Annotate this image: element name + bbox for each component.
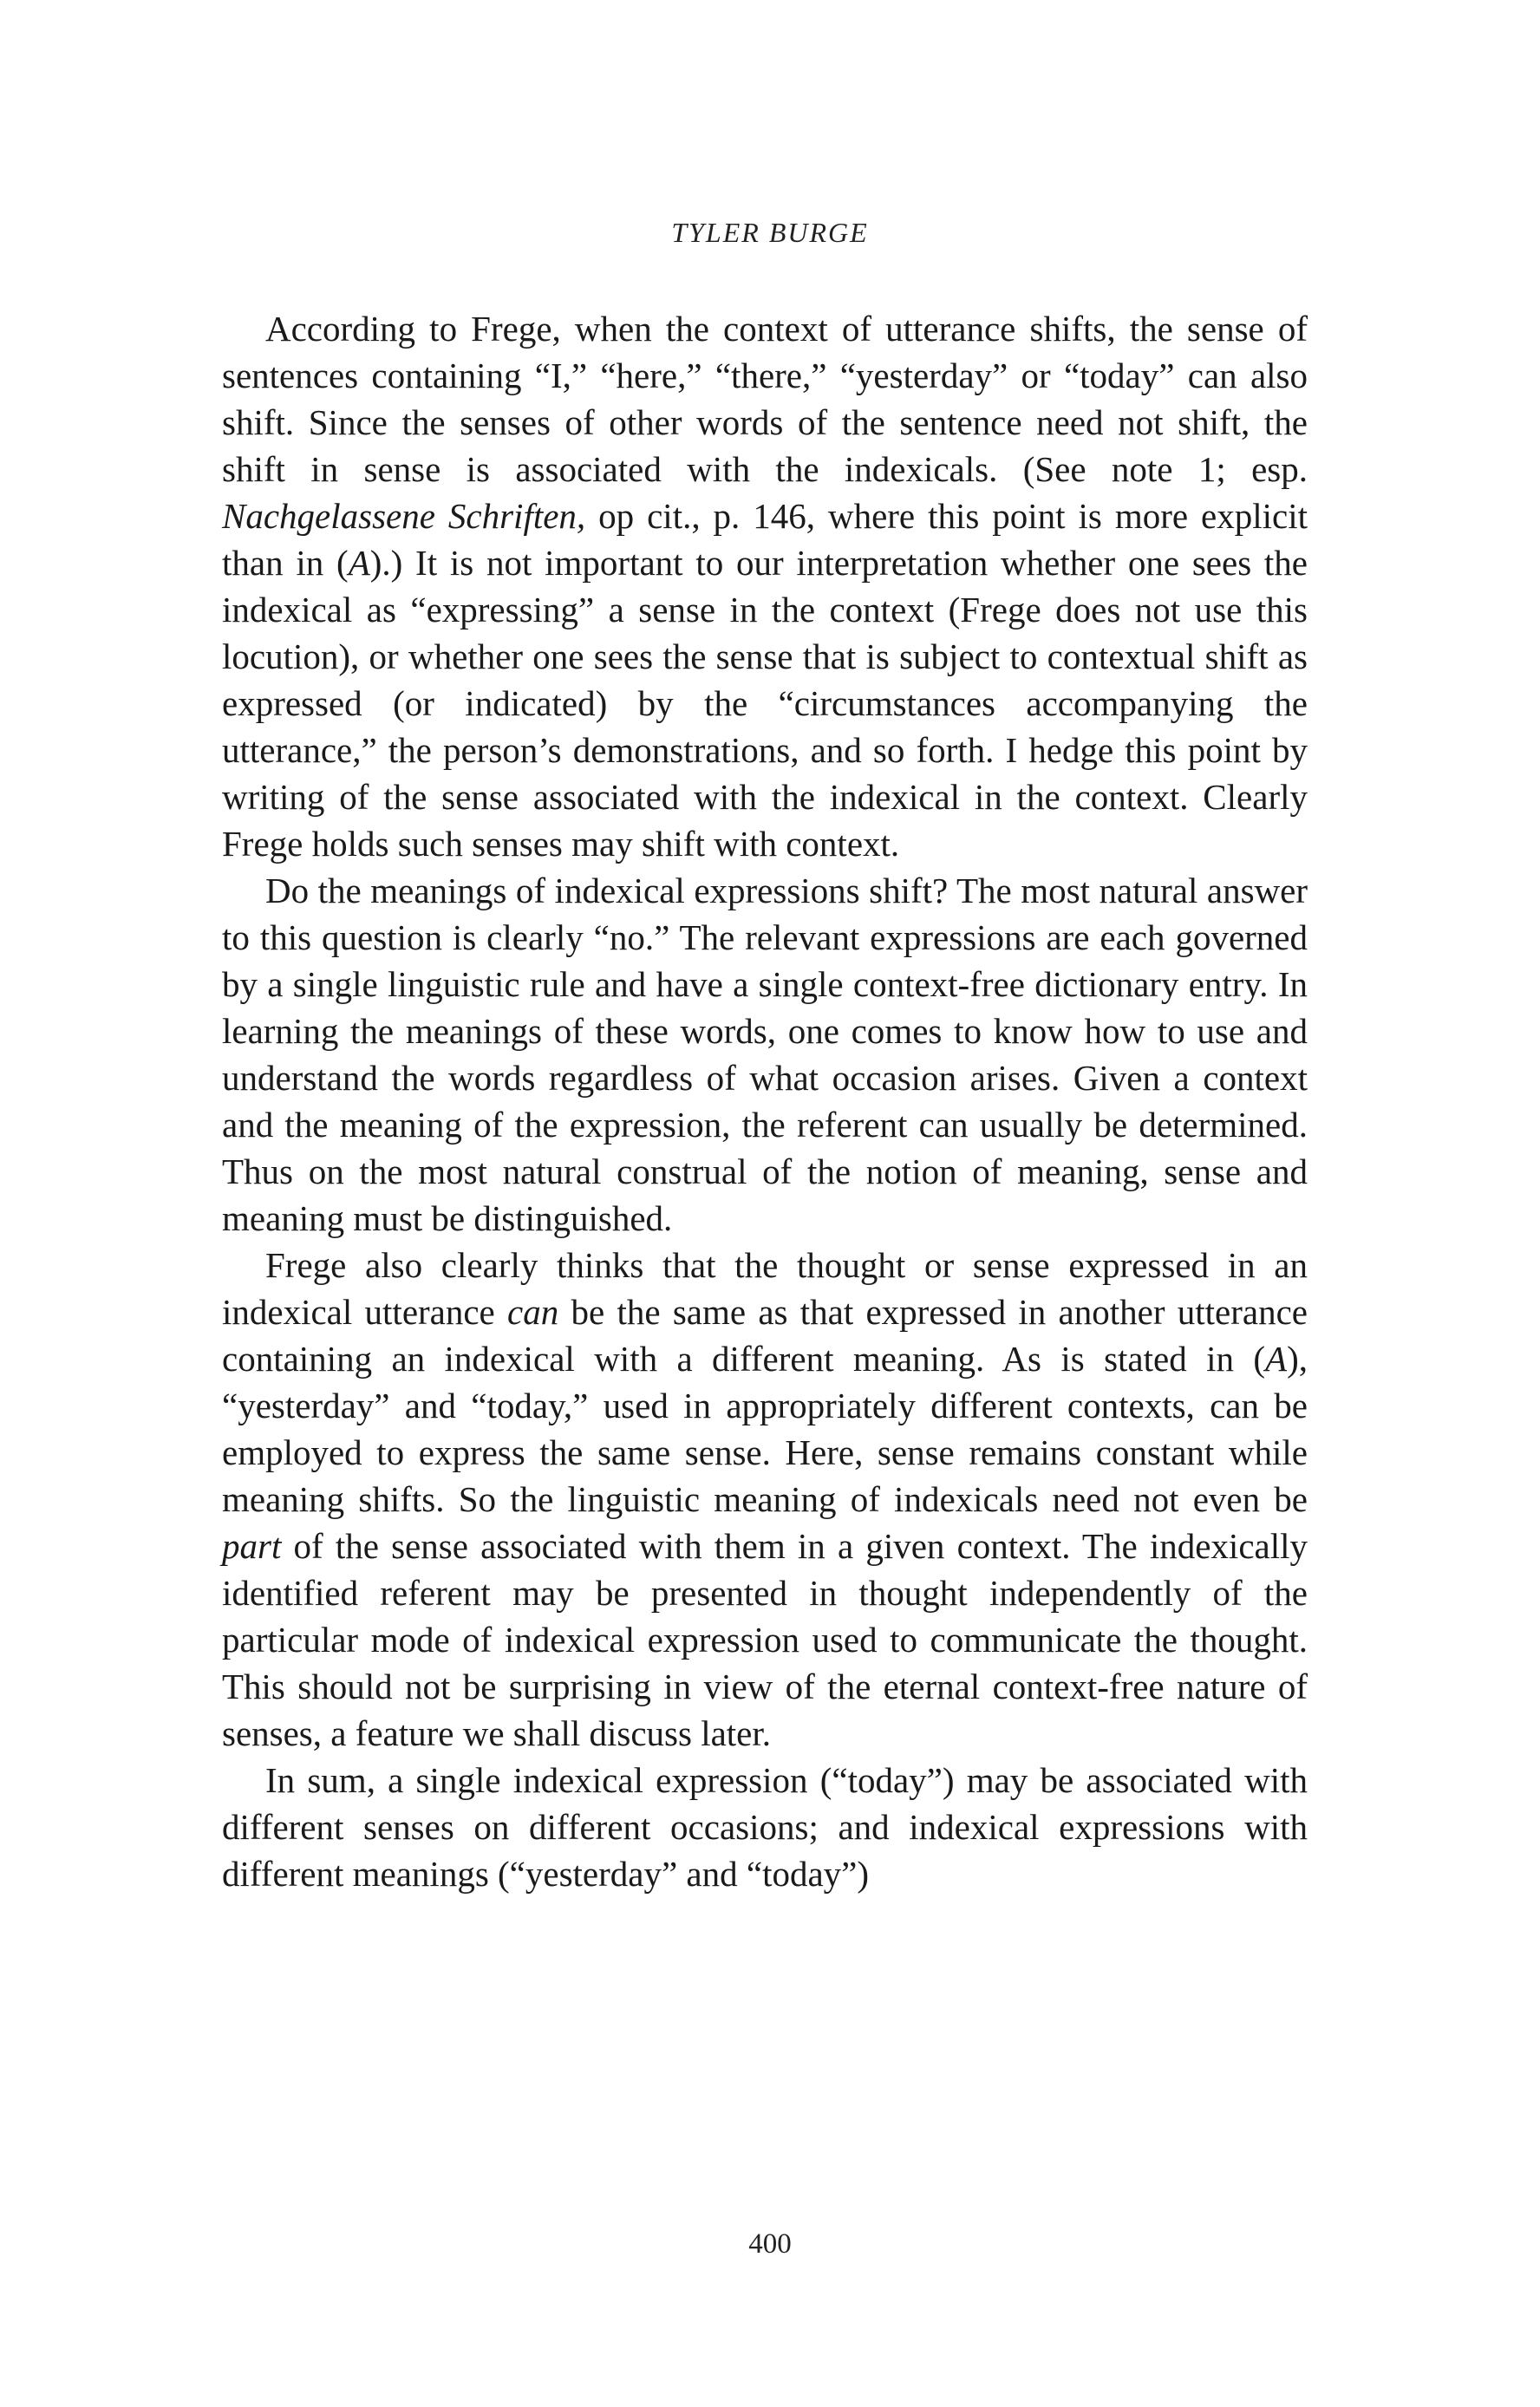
text-segment: Frege also clearly thinks that the thought or sense expressed in an indexical utterance: [222, 1245, 1308, 1332]
page-number: 400: [748, 2228, 792, 2260]
paragraph: [222, 1242, 1308, 1757]
text-segment: op cit., p. 146, where this point is more explicit than in (: [222, 496, 1308, 583]
body-text: [222, 305, 1308, 1897]
italic-emphasis: part: [222, 1526, 282, 1566]
text-segment: ), “yesterday” and “today,” used in appropriately different contexts, can be employed to express the same sense. Here, sense remains constant while meaning shifts. So the linguistic meaning of indexicals need not even be: [222, 1339, 1308, 1519]
italic-label: A: [1265, 1339, 1288, 1379]
text-segment: of the sense associated with them in a given context. The indexically identified referent may be presented in thought independently of the particular mode of indexical expression used to communicate the thought. This should not be surprising in view of the eternal context-free nature of senses, a feature we shall discuss later.: [222, 1526, 1308, 1753]
text-segment: Do the meanings of indexical expressions shift? The most natural answer to this question is clearly “no.” The relevant expressions are each governed by a single linguistic rule and have a single context-free dictionary entry. In learning the meanings of these words, one comes to know how to use and understand the words regardless of what occasion arises. Given a context and the meaning of the expression, the referent can usually be determined. Thus on the most natural construal of the notion of meaning, sense and meaning must be distinguished.: [222, 871, 1308, 1238]
italic-label: A: [348, 543, 370, 583]
text-segment: ).) It is not important to our interpretation whether one sees the indexical as “expressing” a sense in the context (Frege does not use this locution), or whether one sees the sense that is subject to contextual shift as expressed (or indicated) by the “circumstances accompanying the utterance,” the person’s demonstrations, and so forth. I hedge this point by writing of the sense associated with the indexical in the context. Clearly Frege holds such senses may shift with context.: [222, 543, 1308, 864]
running-head: TYLER BURGE: [671, 217, 869, 248]
paragraph: [222, 305, 1308, 867]
text-segment: According to Frege, when the context of utterance shifts, the sense of sentences containing “I,” “here,” “there,” “yesterday” or “today” can also shift. Since the senses of other words of the sentence need not shift, the shift in sense is associated with the indexicals. (See note 1; esp.: [222, 309, 1308, 489]
italic-emphasis: can: [507, 1292, 559, 1332]
text-segment: be the same as that expressed in another utterance containing an indexical with a different meaning. As is stated in (: [222, 1292, 1308, 1379]
text-segment: In sum, a single indexical expression (“today”) may be associated with different senses on different occasions; and indexical expressions with different meanings (“yesterday” and “today”): [222, 1760, 1308, 1894]
italic-title: Nachgelassene Schriften,: [222, 496, 586, 536]
paragraph: [222, 1757, 1308, 1897]
paragraph: [222, 867, 1308, 1242]
